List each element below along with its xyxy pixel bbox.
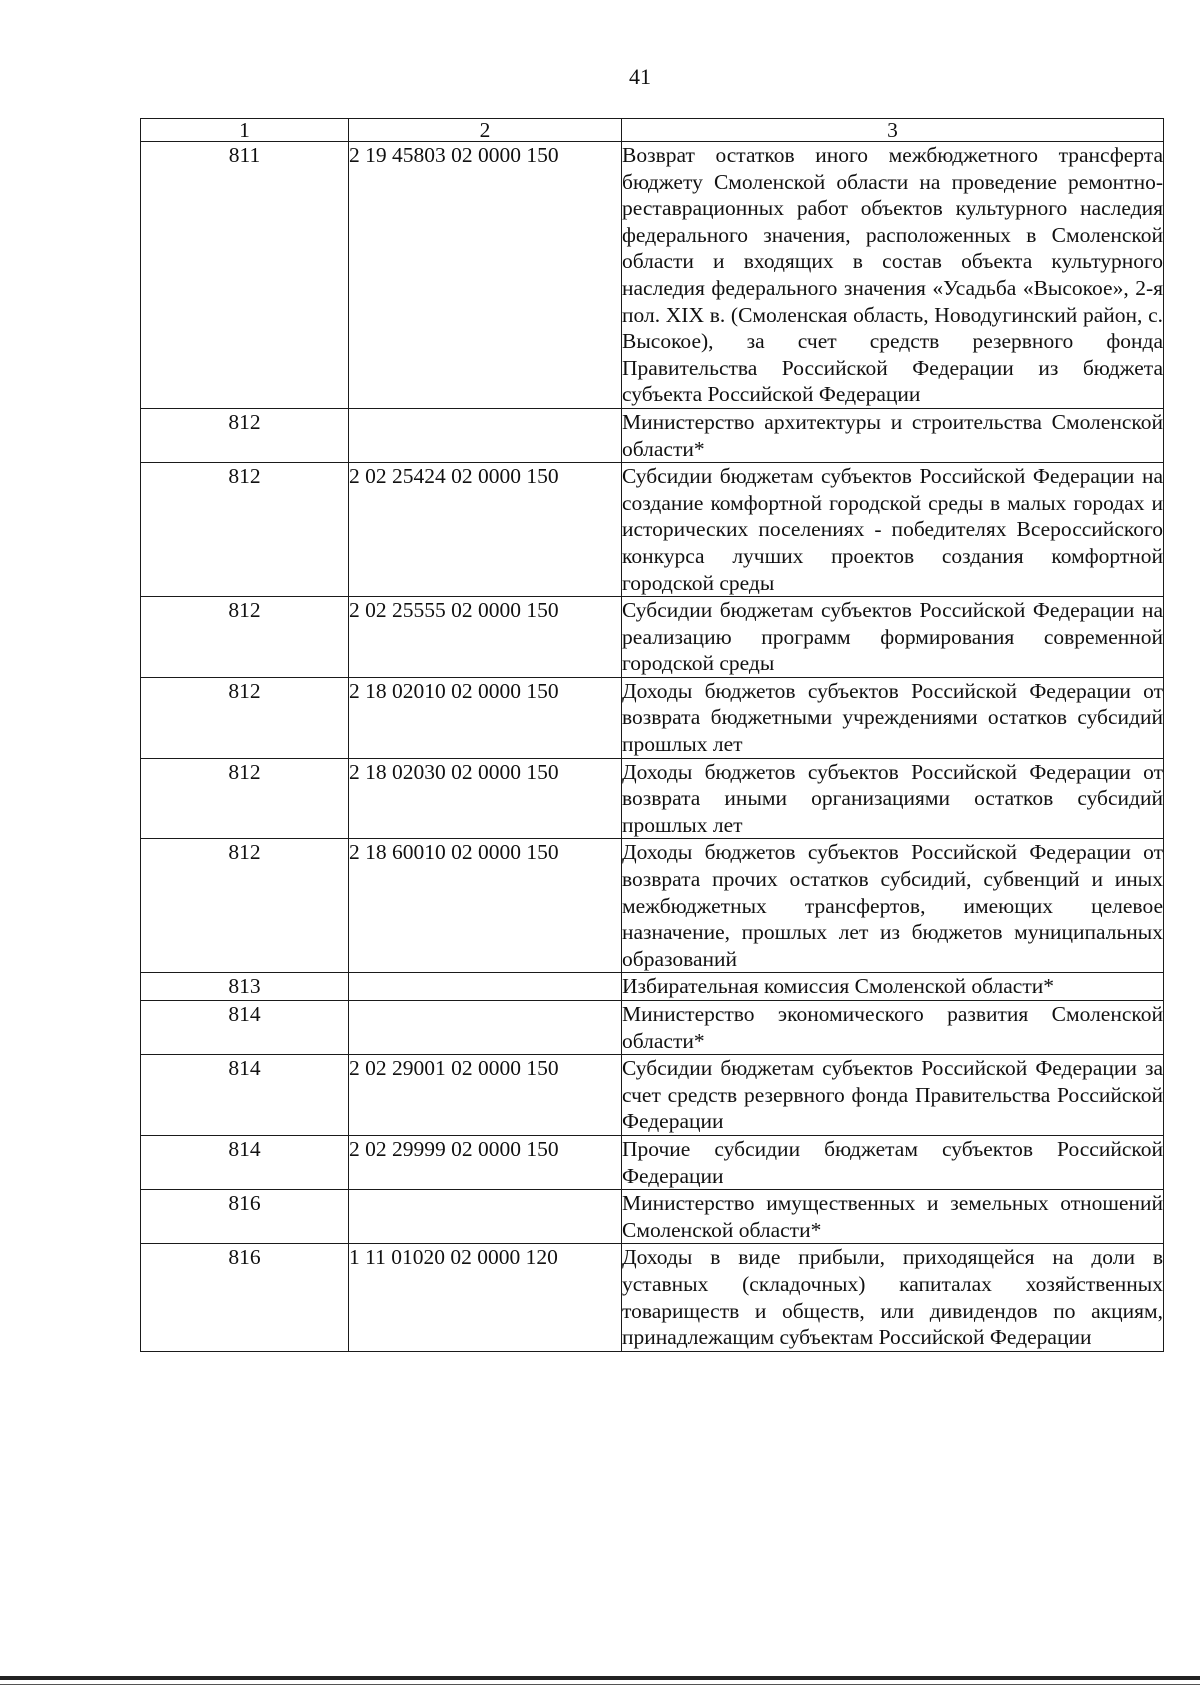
budget-classification-code [349, 973, 622, 1001]
admin-code: 816 [141, 1190, 349, 1244]
admin-code: 812 [141, 597, 349, 678]
header-col-1: 1 [141, 119, 349, 142]
budget-classification-code: 2 02 25555 02 0000 150 [349, 597, 622, 678]
budget-classification-code: 2 02 29999 02 0000 150 [349, 1135, 622, 1189]
admin-code: 816 [141, 1244, 349, 1351]
budget-classification-code [349, 408, 622, 462]
budget-classification-code [349, 1190, 622, 1244]
revenue-description: Министерство имущественных и земельных отношений Смоленской области* [622, 1190, 1164, 1244]
table-row [141, 1135, 1164, 1189]
revenue-description: Субсидии бюджетам субъектов Российской Федерации на реализацию программ формирования современной городской среды [622, 597, 1164, 678]
table-row [141, 1055, 1164, 1136]
admin-code: 812 [141, 839, 349, 973]
table-row [141, 408, 1164, 462]
budget-classification-code: 2 18 02010 02 0000 150 [349, 677, 622, 758]
admin-code: 812 [141, 463, 349, 597]
table-row [141, 142, 1164, 409]
revenue-description: Министерство экономического развития Смоленской области* [622, 1001, 1164, 1055]
revenue-description: Доходы бюджетов субъектов Российской Федерации от возврата прочих остатков субсидий, субвенций и иных межбюджетных трансфертов, имеющих целевое назначение, прошлых лет из бюджетов муниципальных образований [622, 839, 1164, 973]
table-row [141, 677, 1164, 758]
budget-classification-code: 2 02 29001 02 0000 150 [349, 1055, 622, 1136]
page-number: 41 [629, 64, 651, 89]
revenue-description: Возврат остатков иного межбюджетного трансферта бюджету Смоленской области на проведение ремонтно-реставрационных работ объектов культурного наследия федерального значения, расположенных в Смоленской области и входящих в состав объекта культурного наследия федерального значения «Усадьба «Высокое», 2-я пол. XIX в. (Смоленская область, Новодугинский район, с. Высокое), за счет средств резервного фонда Правительства Российской Федерации из бюджета субъекта Российской Федерации [622, 142, 1164, 409]
revenue-description: Доходы бюджетов субъектов Российской Федерации от возврата иными организациями остатков субсидий прошлых лет [622, 758, 1164, 839]
table-row [141, 758, 1164, 839]
header-col-2: 2 [349, 119, 622, 142]
header-col-3: 3 [622, 119, 1164, 142]
table-row [141, 1244, 1164, 1351]
budget-classification-code: 1 11 01020 02 0000 120 [349, 1244, 622, 1351]
budget-classification-code [349, 1001, 622, 1055]
budget-classification-code: 2 19 45803 02 0000 150 [349, 142, 622, 409]
admin-code: 814 [141, 1135, 349, 1189]
table-row [141, 839, 1164, 973]
table-row [141, 973, 1164, 1001]
admin-code: 814 [141, 1055, 349, 1136]
table-header-row [141, 119, 1164, 142]
admin-code: 814 [141, 1001, 349, 1055]
budget-codes-table [140, 118, 1164, 1352]
admin-code: 813 [141, 973, 349, 1001]
table-row [141, 463, 1164, 597]
revenue-description: Субсидии бюджетам субъектов Российской Федерации на создание комфортной городской среды в малых городах и исторических поселениях - победителях Всероссийского конкурса лучших проектов создания комфортной городской среды [622, 463, 1164, 597]
budget-classification-code: 2 18 02030 02 0000 150 [349, 758, 622, 839]
table-row [141, 597, 1164, 678]
budget-classification-code: 2 18 60010 02 0000 150 [349, 839, 622, 973]
bottom-scan-edge [0, 1676, 1200, 1680]
budget-classification-code: 2 02 25424 02 0000 150 [349, 463, 622, 597]
revenue-description: Субсидии бюджетам субъектов Российской Федерации за счет средств резервного фонда Правительства Российской Федерации [622, 1055, 1164, 1136]
admin-code: 812 [141, 408, 349, 462]
revenue-description: Доходы в виде прибыли, приходящейся на доли в уставных (складочных) капиталах хозяйственных товариществ и обществ, или дивидендов по акциям, принадлежащим субъектам Российской Федерации [622, 1244, 1164, 1351]
revenue-description: Министерство архитектуры и строительства Смоленской области* [622, 408, 1164, 462]
admin-code: 812 [141, 758, 349, 839]
revenue-description: Доходы бюджетов субъектов Российской Федерации от возврата бюджетными учреждениями остатков субсидий прошлых лет [622, 677, 1164, 758]
table-row [141, 1190, 1164, 1244]
bottom-scan-edge-thin [0, 1684, 1200, 1685]
revenue-description: Прочие субсидии бюджетам субъектов Российской Федерации [622, 1135, 1164, 1189]
revenue-description: Избирательная комиссия Смоленской области* [622, 973, 1164, 1001]
admin-code: 812 [141, 677, 349, 758]
table-row [141, 1001, 1164, 1055]
admin-code: 811 [141, 142, 349, 409]
